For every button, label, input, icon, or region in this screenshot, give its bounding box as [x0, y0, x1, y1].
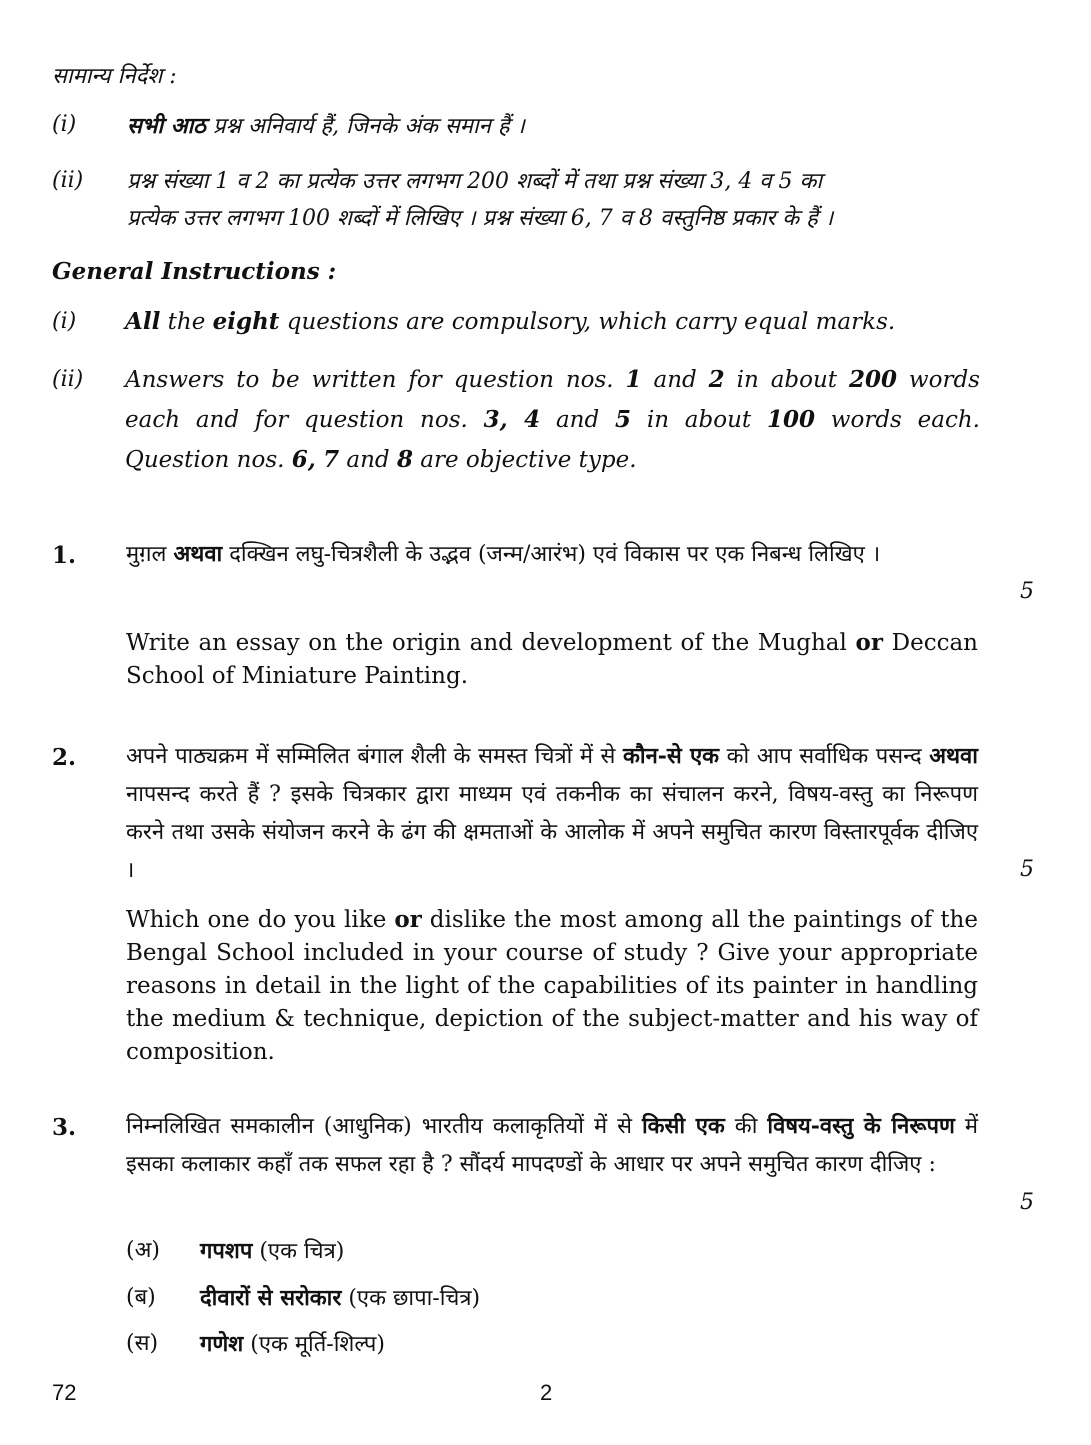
text-run: को आप सर्वाधिक पसन्द — [719, 744, 930, 769]
bold-word: 3, 4 — [483, 406, 541, 433]
hindi-instruction-line: प्रत्येक उत्तर लगभग 100 शब्दों में लिखिए । प्रश्न संख्या 6, 7 व 8 वस्तुनिष्ठ प्रकार के हैं । — [127, 206, 834, 231]
paper-code: 72 — [52, 1380, 77, 1405]
text-run: नापसन्द करते हैं ? इसके चित्रकार द्वारा माध्यम एवं तकनीक का संचालन करने, विषय-वस्तु का निरूपण करने तथा उसके संयोजन करने के ढंग की क्षमताओं के आलोक में अपने समुचित कारण विस्तारपूर्वक दीजिए । — [126, 782, 978, 883]
option-text — [200, 1283, 480, 1314]
bold-word: किसी एक — [641, 1113, 725, 1139]
english-instructions-heading: General Instructions : — [52, 258, 337, 285]
option-label: (ब) — [126, 1285, 156, 1310]
english-instruction-number: (i) — [52, 309, 77, 334]
text-run: and — [339, 447, 397, 473]
text-run: questions are compulsory, which carry equal marks. — [279, 309, 896, 335]
bold-word: विषय-वस्तु के निरूपण — [767, 1113, 955, 1139]
bold-word: 5 — [615, 406, 632, 433]
bold-word: 7 — [323, 446, 340, 473]
text-run: दक्खिन लघु-चित्रशैली के उद्भव (जन्म/आरंभ) एवं विकास पर एक निबन्ध लिखिए । — [222, 542, 881, 567]
bold-word: eight — [212, 308, 280, 335]
option-label: (अ) — [126, 1238, 160, 1263]
bold-word: 100 — [766, 406, 815, 433]
text-run: in about — [724, 367, 849, 393]
hindi-instruction-line: प्रश्न संख्या 1 व 2 का प्रत्येक उत्तर लगभग 200 शब्दों में तथा प्रश्न संख्या 3, 4 व 5 का — [127, 169, 823, 194]
hindi-instruction-number: (i) — [52, 112, 77, 137]
question-english-text — [126, 626, 978, 693]
text-run: and — [540, 407, 616, 433]
text-run: words each and for question nos. — [125, 367, 980, 433]
text-run: Deccan School of Miniature Painting. — [126, 630, 978, 689]
hindi-instructions-heading: सामान्य निर्देश : — [52, 64, 177, 89]
text-run: are objective type. — [412, 447, 637, 473]
text-run: (एक चित्र) — [252, 1239, 345, 1264]
page-number: 2 — [540, 1380, 553, 1405]
text-run: the — [160, 309, 213, 335]
text-run: dislike the most among all the paintings of the Bengal School included in your course of study ? Give your appropriate reasons in detail in the light of the capabilities of its painter in handling the medium & technique, depiction of the subject-matter and his way of composition. — [126, 907, 978, 1065]
english-instruction-text — [125, 360, 980, 480]
text-run: (एक छापा-चित्र) — [341, 1286, 481, 1311]
question-marks: 5 — [1020, 579, 1034, 604]
text-run: Which one do you like — [126, 907, 395, 933]
bold-word: 200 — [848, 366, 897, 393]
bold-word: 2 — [708, 366, 725, 393]
text-run: Write an essay on the origin and development of the Mughal — [126, 630, 856, 656]
bold-word: गणेश — [200, 1331, 244, 1357]
text-run: निम्नलिखित समकालीन (आधुनिक) भारतीय कलाकृतियों में से — [126, 1114, 642, 1139]
text-run: की — [724, 1114, 768, 1139]
english-instruction-text — [125, 302, 985, 342]
question-hindi-text — [126, 737, 978, 890]
question-hindi-text — [126, 1107, 978, 1184]
text-run: in about — [631, 407, 767, 433]
bold-word: दीवारों से सरोकार — [200, 1285, 342, 1311]
hindi-instruction-number: (ii) — [52, 168, 84, 193]
question-number: 1. — [52, 542, 77, 569]
hindi-instruction-text — [127, 106, 987, 147]
option-text — [200, 1236, 344, 1267]
option-text — [200, 1329, 385, 1360]
english-instruction-number: (ii) — [52, 367, 84, 392]
text-run: में इसका कलाकार कहाँ तक सफल रहा है ? सौंदर्य मापदण्डों के आधार पर अपने समुचित कारण दीजिए : — [126, 1114, 978, 1177]
question-marks: 5 — [1020, 1190, 1034, 1215]
bold-word: गपशप — [200, 1238, 253, 1264]
question-hindi-text — [126, 535, 978, 574]
hindi-instruction-rest: प्रश्न अनिवार्य हैं, जिनके अंक समान हैं । — [205, 114, 525, 139]
text-run: Answers to be written for question nos. — [125, 367, 626, 393]
question-number: 2. — [52, 744, 77, 771]
text-run: and — [641, 367, 709, 393]
bold-word: or — [855, 629, 883, 656]
bold-word: कौन-से एक — [622, 743, 720, 769]
text-run: words each. Question nos. — [125, 407, 980, 473]
hindi-instruction-bold: सभी आठ — [127, 113, 206, 139]
text-run: मुग़ल — [126, 542, 174, 567]
bold-word: अथवा — [173, 541, 223, 567]
bold-word: or — [394, 906, 422, 933]
text-run — [316, 447, 323, 473]
bold-word: 1 — [625, 366, 642, 393]
question-marks: 5 — [1020, 857, 1034, 882]
question-english-text — [126, 903, 978, 1069]
bold-word: अथवा — [929, 743, 978, 769]
question-number: 3. — [52, 1114, 77, 1141]
text-run: अपने पाठ्यक्रम में सम्मिलित बंगाल शैली के समस्त चित्रों में से — [126, 744, 623, 769]
text-run: (एक मूर्ति-शिल्प) — [243, 1332, 385, 1357]
bold-word: 8 — [396, 446, 413, 473]
bold-word: 6, — [291, 446, 316, 473]
option-label: (स) — [126, 1331, 159, 1356]
bold-word: All — [125, 308, 161, 335]
